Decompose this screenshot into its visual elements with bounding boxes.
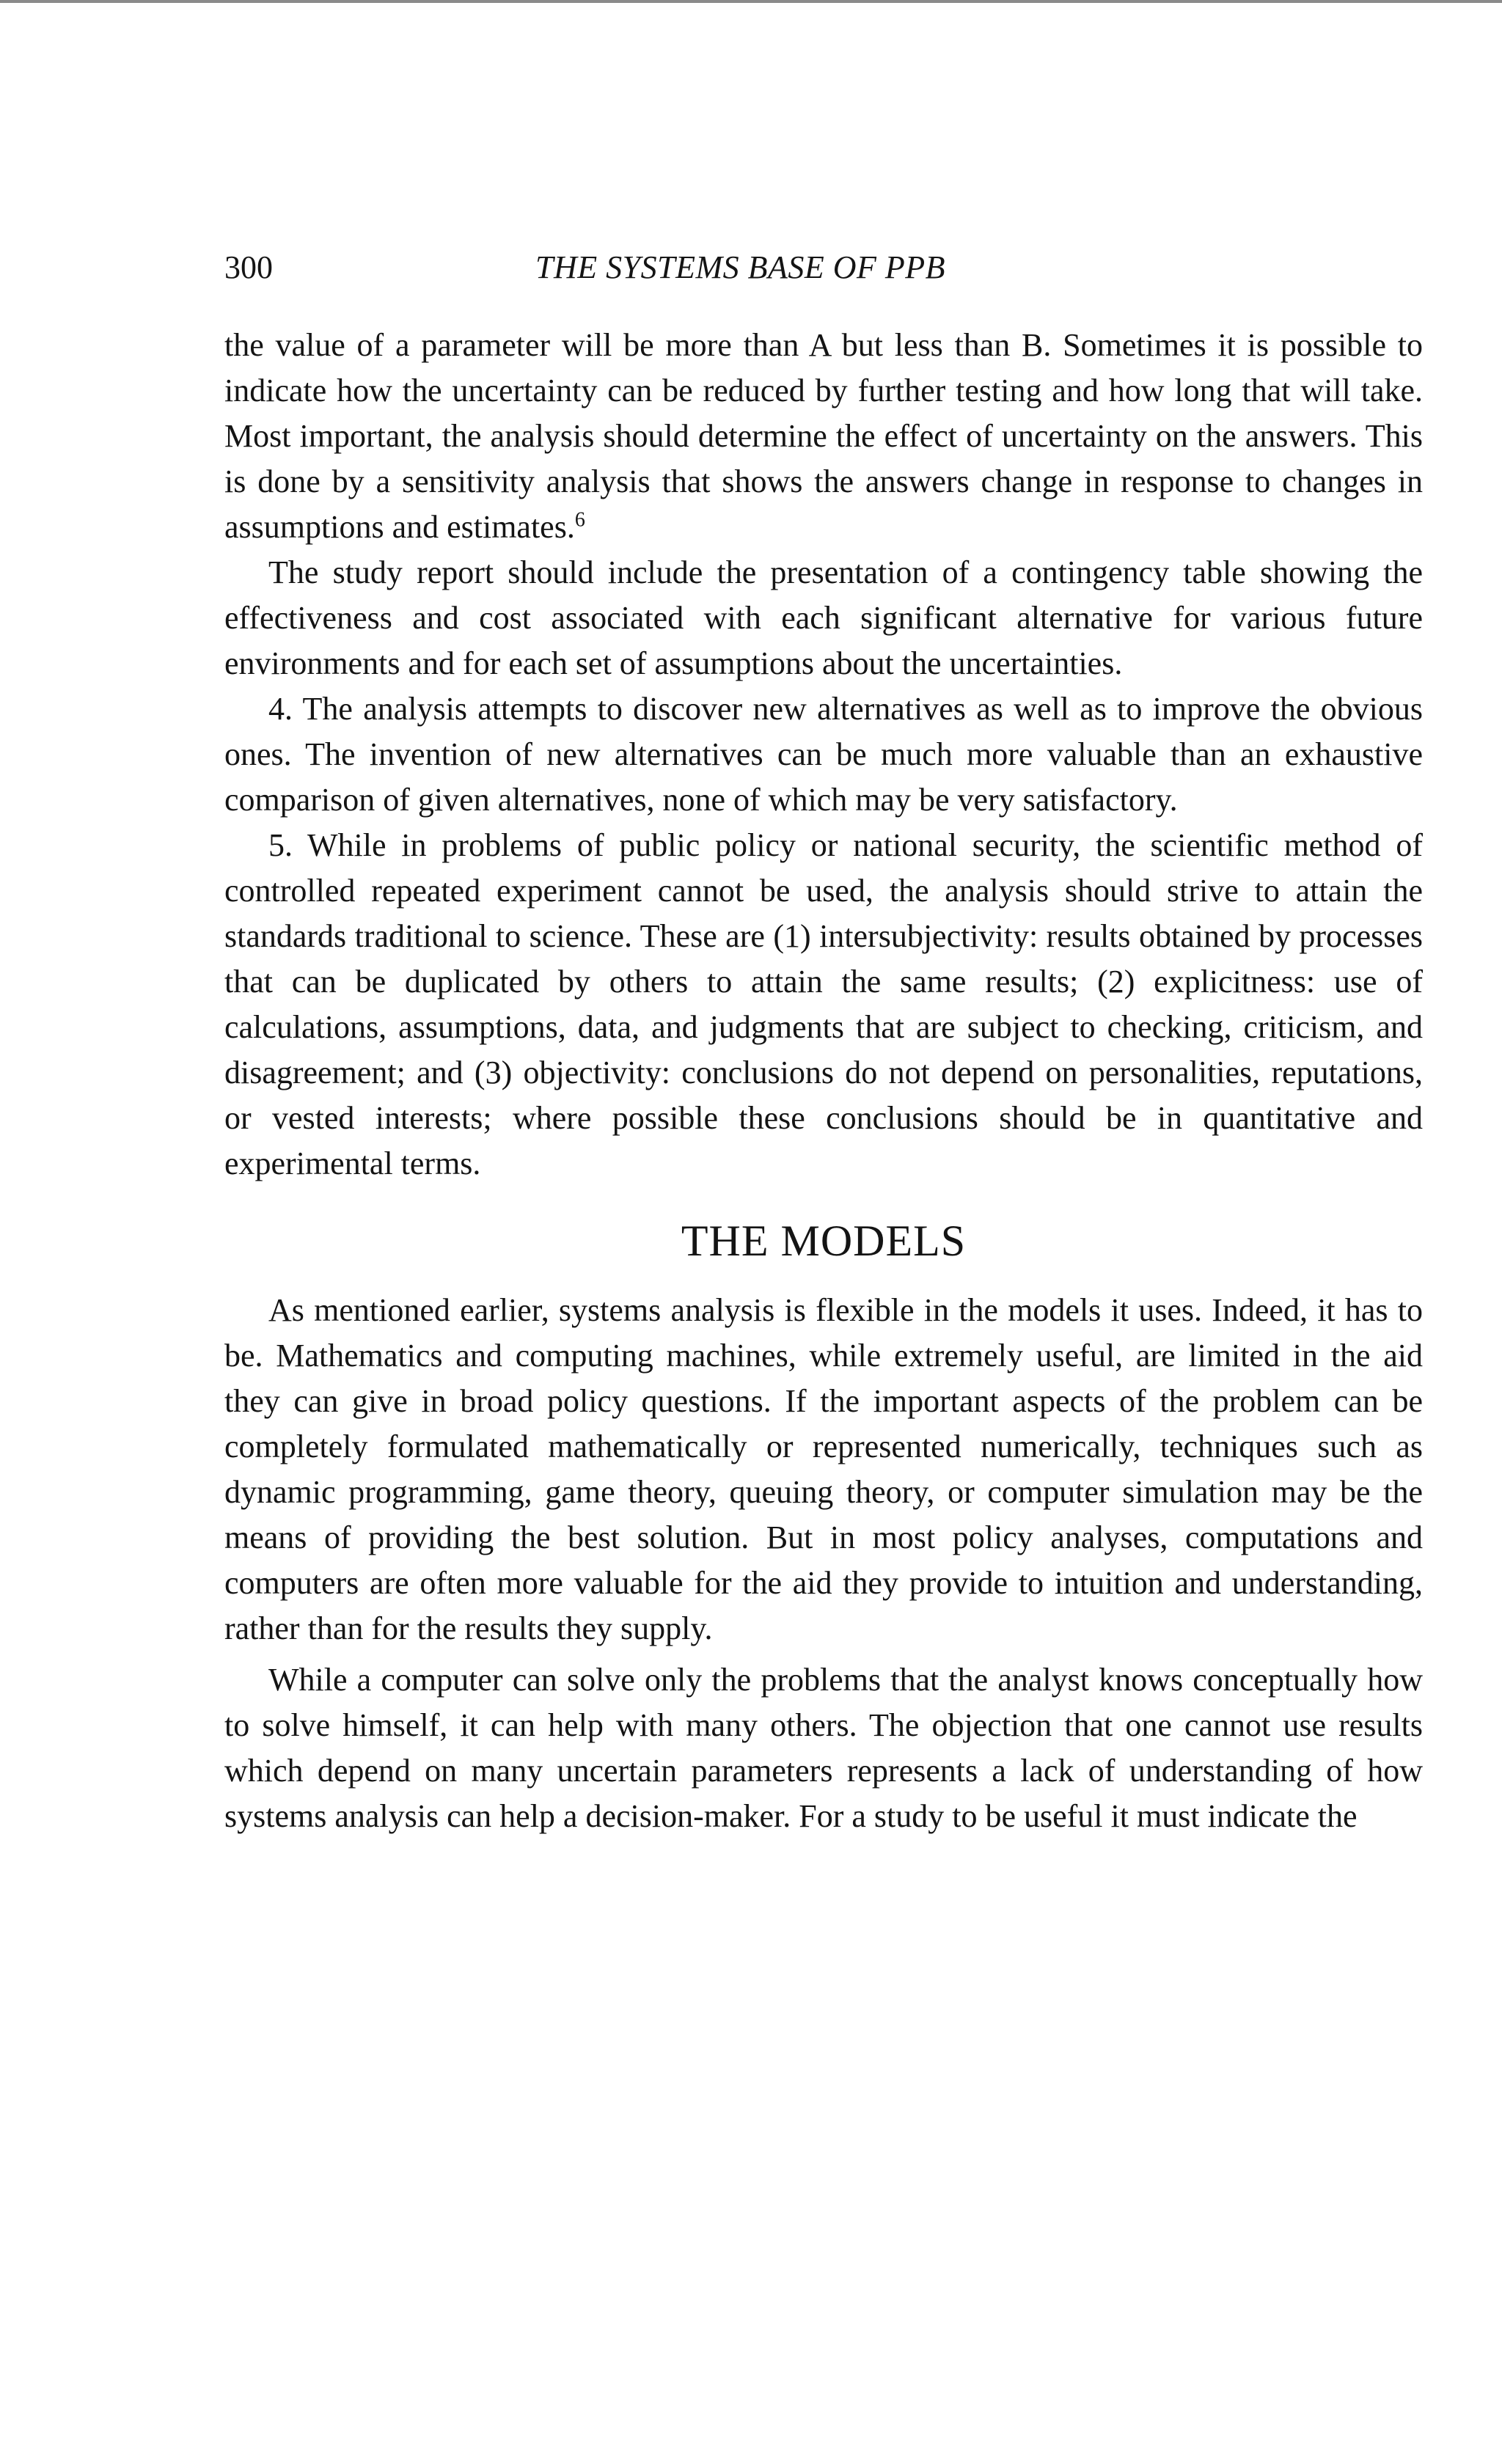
paragraph-contingency-table: The study report should include the presentation of a contingency table showing the effectiveness and cost associated with each significant alternative for various future environments and for each set of assumptions about the uncertainties. [224,554,1423,681]
paragraph-computer-limits: While a computer can solve only the problems that the analyst knows conceptually how to solve himself, it can help with many others. The objection that one cannot use results which depend on many uncertain parameters represents a lack of understanding of how systems analysis can help a decision-maker. For a study to be useful it must indicate the [224,1662,1423,1834]
paragraph-models-intro: As mentioned earlier, systems analysis is flexible in the models it uses. Indeed, it has to be. Mathematics and computing machines, while extremely useful, are limited in the aid they can give in broad policy questions. If the important aspects of the problem can be completely formulated mathematically or represented numerically, techniques such as dynamic programming, game theory, queuing theory, or computer simulation may be the means of providing the best solution. But in most policy analyses, computations and computers are often more valuable for the aid they provide to intuition and understanding, rather than for the results they supply. [224,1292,1423,1646]
scan-edge-rule [0,0,1502,3]
paragraph-continued [224,323,1423,550]
running-title: THE SYSTEMS BASE OF PPB [535,249,946,285]
footnote-marker: 6 [574,508,585,532]
book-page [224,242,1423,1839]
running-head [224,242,1423,293]
page-number: 300 [224,249,273,285]
paragraph-text: the value of a parameter will be more than A but less than B. Sometimes it is possible to indicate how the uncertainty can be reduced by further testing and how long that will take. Most important, the analysis should determine the effect of uncertainty on the answers. This is done by a sensitivity analysis that shows the answers change in response to changes in assumptions and estimates. [224,327,1423,545]
section-heading: THE MODELS [681,1217,967,1265]
paragraph-point-5: 5. While in problems of public policy or national security, the scientific method of controlled repeated experiment cannot be used, the analysis should strive to attain the standards traditional to science. These are (1) intersubjectivity: results obtained by processes that can be duplicated by others to attain the same results; (2) explicitness: use of calculations, assumptions, data, and judgments that are subject to checking, criticism, and disagreement; and (3) objectivity: conclusions do not depend on personalities, reputations, or vested interests; where possible these conclusions should be in quantitative and experimental terms. [224,827,1423,1181]
body-text [224,323,1423,1839]
paragraph-point-4: 4. The analysis attempts to discover new alternatives as well as to improve the obvious ones. The invention of new alternatives can be much more valuable than an exhaustive comparison of given alternatives, none of which may be very satisfactory. [224,691,1423,818]
